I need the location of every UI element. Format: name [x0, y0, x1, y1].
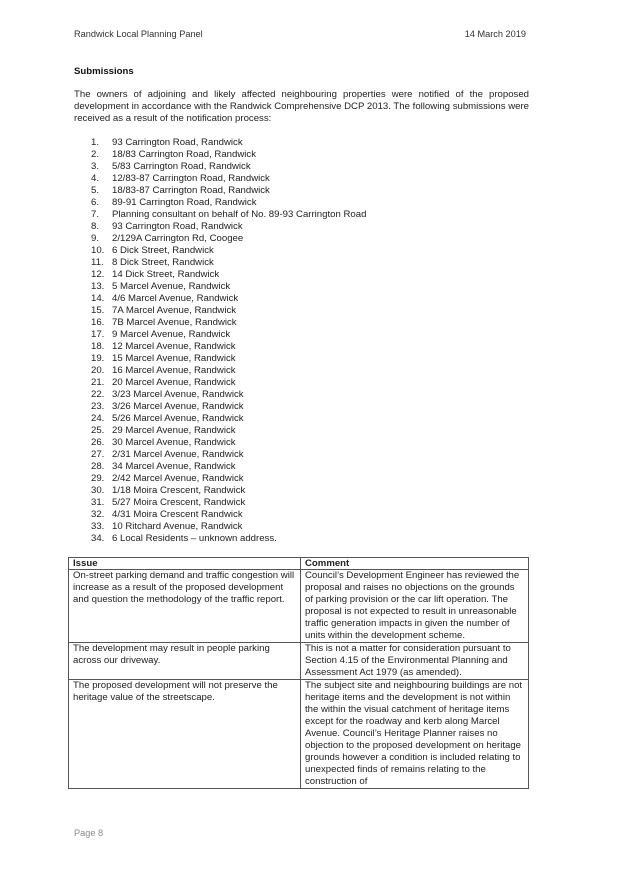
- list-address: 5 Marcel Avenue, Randwick: [112, 281, 231, 292]
- list-address: 7A Marcel Avenue, Randwick: [112, 305, 237, 316]
- list-item: [91, 221, 366, 233]
- list-number: 30.: [91, 485, 105, 496]
- list-address: 14 Dick Street, Randwick: [112, 269, 220, 280]
- list-item: [91, 341, 366, 353]
- list-address: 5/27 Moira Crescent, Randwick: [112, 497, 246, 508]
- list-address: 18/83-87 Carrington Road, Randwick: [112, 185, 270, 196]
- comment-cell: The subject site and neighbouring buildings are not heritage items and the development is not within the within the visual catchment of heritage items except for the roadway and kerb along Marcel Avenue. Council’s Heritage Planner raises no objection to the proposed development on heritage grounds however a condition is included relating to unexpected finds of remains relating to the construction of: [301, 680, 529, 789]
- list-address: 12 Marcel Avenue, Randwick: [112, 341, 236, 352]
- list-address: 3/23 Marcel Avenue, Randwick: [112, 389, 244, 400]
- list-address: Planning consultant on behalf of No. 89-93 Carrington Road: [112, 209, 367, 220]
- list-item: [91, 161, 366, 173]
- header-panel-name: Randwick Local Planning Panel: [74, 29, 203, 39]
- list-number: 33.: [91, 521, 105, 532]
- list-number: 10.: [91, 245, 105, 256]
- list-number: 4.: [91, 173, 100, 184]
- list-number: 18.: [91, 341, 105, 352]
- list-item: [91, 329, 366, 341]
- list-address: 34 Marcel Avenue, Randwick: [112, 461, 236, 472]
- list-item: [91, 485, 366, 497]
- list-number: 5.: [91, 185, 100, 196]
- list-number: 19.: [91, 353, 105, 364]
- issue-cell: The proposed development will not preserve the heritage value of the streetscape.: [69, 680, 301, 789]
- list-address: 93 Carrington Road, Randwick: [112, 137, 243, 148]
- list-item: [91, 401, 366, 413]
- list-item: [91, 209, 366, 221]
- issue-cell: On-street parking demand and traffic congestion will increase as a result of the proposed development and question the methodology of the traffic report.: [69, 570, 301, 643]
- list-item: [91, 281, 366, 293]
- list-item: [91, 173, 366, 185]
- comment-cell: This is not a matter for consideration pursuant to Section 4.15 of the Environmental Planning and Assessment Act 1979 (as amended).: [301, 643, 529, 680]
- list-address: 93 Carrington Road, Randwick: [112, 221, 243, 232]
- list-item: [91, 497, 366, 509]
- list-item: [91, 257, 366, 269]
- list-item: [91, 521, 366, 533]
- list-number: 20.: [91, 365, 105, 376]
- list-item: [91, 293, 366, 305]
- list-address: 12/83-87 Carrington Road, Randwick: [112, 173, 270, 184]
- list-address: 1/18 Moira Crescent, Randwick: [112, 485, 246, 496]
- list-item: [91, 437, 366, 449]
- list-address: 89-91 Carrington Road, Randwick: [112, 197, 257, 208]
- list-number: 14.: [91, 293, 105, 304]
- list-item: [91, 449, 366, 461]
- list-address: 4/31 Moira Crescent Randwick: [112, 509, 243, 520]
- list-item: [91, 185, 366, 197]
- list-number: 1.: [91, 137, 100, 148]
- list-number: 16.: [91, 317, 105, 328]
- list-address: 5/83 Carrington Road, Randwick: [112, 161, 251, 172]
- list-address: 3/26 Marcel Avenue, Randwick: [112, 401, 244, 412]
- list-address: 29 Marcel Avenue, Randwick: [112, 425, 236, 436]
- issue-cell: The development may result in people parking across our driveway.: [69, 643, 301, 680]
- list-number: 13.: [91, 281, 105, 292]
- list-address: 8 Dick Street, Randwick: [112, 257, 214, 268]
- list-number: 32.: [91, 509, 105, 520]
- list-item: [91, 365, 366, 377]
- list-item: [91, 389, 366, 401]
- issues-table: [68, 557, 529, 789]
- list-item: [91, 353, 366, 365]
- list-number: 15.: [91, 305, 105, 316]
- list-number: 31.: [91, 497, 105, 508]
- list-item: [91, 461, 366, 473]
- list-address: 16 Marcel Avenue, Randwick: [112, 365, 236, 376]
- list-address: 2/42 Marcel Avenue, Randwick: [112, 473, 244, 484]
- list-number: 29.: [91, 473, 105, 484]
- submissions-list: [91, 137, 366, 545]
- list-number: 26.: [91, 437, 105, 448]
- list-number: 2.: [91, 149, 100, 160]
- column-header-comment: Comment: [301, 558, 529, 570]
- list-number: 28.: [91, 461, 105, 472]
- list-number: 34.: [91, 533, 105, 544]
- list-address: 20 Marcel Avenue, Randwick: [112, 377, 236, 388]
- list-item: [91, 533, 366, 545]
- list-item: [91, 233, 366, 245]
- list-item: [91, 473, 366, 485]
- list-item: [91, 245, 366, 257]
- list-item: [91, 377, 366, 389]
- list-item: [91, 317, 366, 329]
- table-header-row: [69, 558, 529, 570]
- column-header-issue: Issue: [69, 558, 301, 570]
- list-item: [91, 509, 366, 521]
- list-address: 6 Dick Street, Randwick: [112, 245, 214, 256]
- list-number: 11.: [91, 257, 104, 268]
- list-item: [91, 149, 366, 161]
- intro-paragraph: The owners of adjoining and likely affected neighbouring properties were notified of the proposed development in accordance with the Randwick Comprehensive DCP 2013. The following submissions were received as a result of the notification process:: [74, 89, 529, 124]
- list-item: [91, 425, 366, 437]
- list-number: 21.: [91, 377, 105, 388]
- list-number: 8.: [91, 221, 100, 232]
- list-address: 4/6 Marcel Avenue, Randwick: [112, 293, 239, 304]
- list-number: 7.: [91, 209, 100, 220]
- list-address: 2/31 Marcel Avenue, Randwick: [112, 449, 244, 460]
- table-row: [69, 570, 529, 643]
- list-number: 12.: [91, 269, 105, 280]
- list-number: 9.: [91, 233, 100, 244]
- comment-cell: Council’s Development Engineer has reviewed the proposal and raises no objections on the grounds of parking provision or the car lift operation. The proposal is not expected to result in unreasonable traffic generation impacts in given the number of units within the development scheme.: [301, 570, 529, 643]
- list-number: 17.: [91, 329, 105, 340]
- list-number: 24.: [91, 413, 105, 424]
- list-address: 15 Marcel Avenue, Randwick: [112, 353, 236, 364]
- list-address: 30 Marcel Avenue, Randwick: [112, 437, 236, 448]
- list-item: [91, 197, 366, 209]
- list-number: 6.: [91, 197, 100, 208]
- list-address: 18/83 Carrington Road, Randwick: [112, 149, 256, 160]
- list-item: [91, 413, 366, 425]
- header-date: 14 March 2019: [464, 29, 526, 39]
- table-row: [69, 680, 529, 789]
- list-address: 7B Marcel Avenue, Randwick: [112, 317, 237, 328]
- list-number: 25.: [91, 425, 105, 436]
- list-item: [91, 137, 366, 149]
- list-number: 23.: [91, 401, 105, 412]
- section-heading: Submissions: [74, 66, 134, 77]
- list-item: [91, 269, 366, 281]
- list-item: [91, 305, 366, 317]
- list-number: 27.: [91, 449, 105, 460]
- list-number: 22.: [91, 389, 105, 400]
- list-address: 10 Ritchard Avenue, Randwick: [112, 521, 243, 532]
- list-address: 2/129A Carrington Rd, Coogee: [112, 233, 244, 244]
- list-address: 5/26 Marcel Avenue, Randwick: [112, 413, 244, 424]
- list-number: 3.: [91, 161, 100, 172]
- list-address: 6 Local Residents – unknown address.: [112, 533, 277, 544]
- list-address: 9 Marcel Avenue, Randwick: [112, 329, 231, 340]
- page-number: Page 8: [74, 828, 104, 838]
- table-row: [69, 643, 529, 680]
